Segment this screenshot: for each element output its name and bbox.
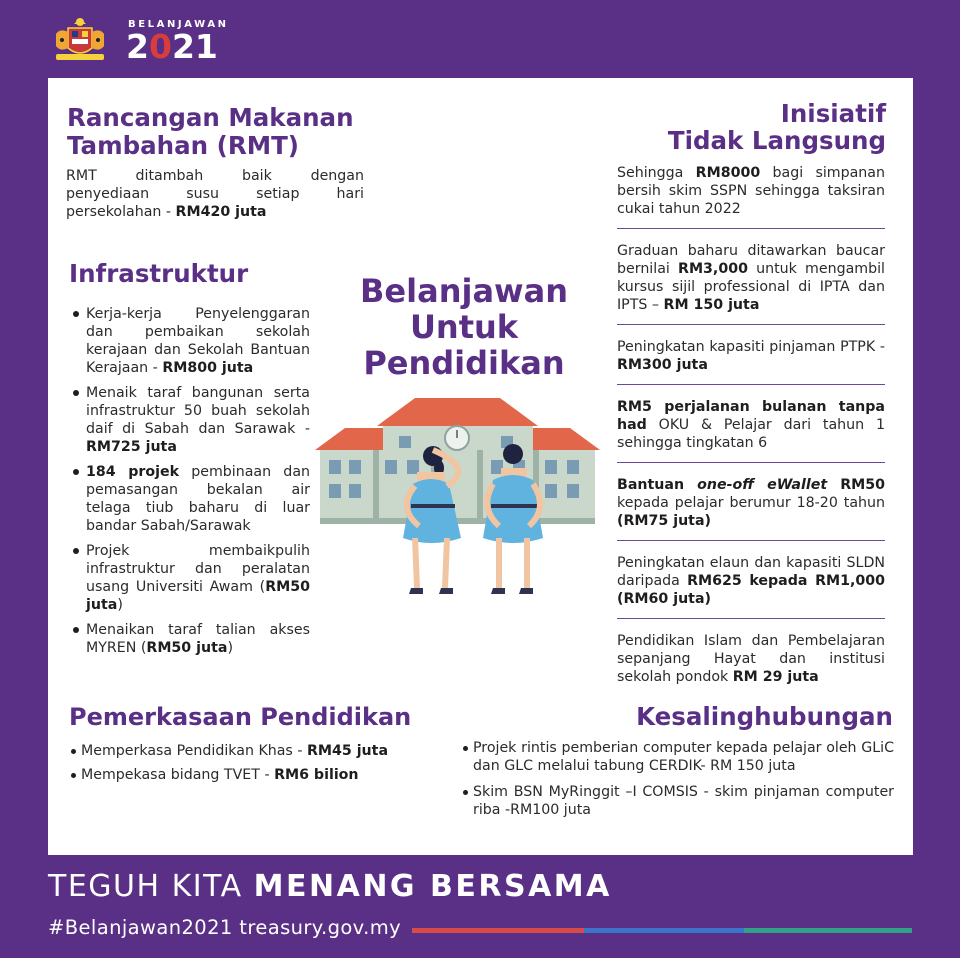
brand-year bbox=[126, 27, 218, 66]
amount: (RM75 juta) bbox=[617, 513, 712, 529]
list-item bbox=[70, 766, 430, 784]
list-item-amount: RM6 bilion bbox=[274, 767, 359, 783]
school-students-illustration bbox=[315, 388, 600, 623]
rmt-body bbox=[66, 167, 364, 221]
kesalinghubungan-list bbox=[462, 739, 894, 827]
rmt-title-line: Tambahan (RMT) bbox=[67, 131, 299, 160]
amount: RM300 juta bbox=[617, 357, 708, 373]
amount: RM50 bbox=[827, 477, 886, 493]
list-item-text: pembinaan dan pemasangan bekalan air telaga tiub baharu di luar bandar Sabah/Sarawak bbox=[86, 464, 311, 534]
list-item-text: ) bbox=[227, 640, 233, 656]
list-item bbox=[72, 384, 310, 456]
list-item-text: Kerja-kerja Penyelenggaran dan pembaikan sekolah kerajaan dan Sekolah Bantuan Kerajaan - bbox=[86, 306, 310, 376]
inisiatif-item-text bbox=[617, 632, 885, 686]
inisiatif-item bbox=[617, 552, 885, 619]
inisiatif-item bbox=[617, 240, 885, 325]
rmt-line bbox=[66, 203, 364, 221]
footer-tagline bbox=[48, 870, 612, 904]
inisiatif-item bbox=[617, 630, 885, 696]
amount: RM 29 juta bbox=[732, 669, 819, 685]
inisiatif-item-text bbox=[617, 476, 885, 530]
inisiatif-list bbox=[617, 162, 885, 707]
amount: RM 150 juta bbox=[663, 297, 760, 313]
footer-stripe-green bbox=[744, 928, 912, 933]
inisiatif-title bbox=[608, 100, 886, 154]
inisiatif-title-line: Tidak Langsung bbox=[667, 126, 886, 155]
header bbox=[0, 0, 960, 78]
tagline-light: TEGUH KITA bbox=[48, 869, 254, 904]
inisiatif-item-text bbox=[617, 242, 885, 314]
list-item-text: Memperkasa Pendidikan Khas - bbox=[81, 743, 307, 759]
list-item bbox=[72, 542, 310, 614]
inisiatif-item-text bbox=[617, 338, 885, 374]
amount-italic: one-off eWallet bbox=[697, 477, 828, 493]
list-item-text: Projek membaikpulih infrastruktur dan peralatan usang Universiti Awam ( bbox=[86, 543, 310, 595]
text-run: Peningkatan kapasiti pinjaman PTPK - bbox=[617, 339, 885, 355]
list-item-text: Menaik taraf bangunan serta infrastruktur 50 buah sekolah daif di Sabah dan Sarawak - bbox=[86, 385, 310, 437]
list-item-amount: RM45 juta bbox=[306, 743, 389, 759]
rmt-line: RMT ditambah baik dengan bbox=[66, 168, 364, 184]
list-item bbox=[72, 463, 310, 535]
center-title-line: Pendidikan bbox=[363, 344, 565, 382]
center-title bbox=[348, 273, 580, 381]
list-item bbox=[70, 742, 430, 760]
list-item-text: Menaikan taraf talian akses MYREN ( bbox=[86, 622, 310, 656]
text-run: Pendidikan Islam dan Pembelajaran sepanjang Hayat dan institusi sekolah pondok bbox=[617, 633, 885, 685]
rmt-title-line: Rancangan Makanan bbox=[67, 103, 354, 132]
list-item-amount: 184 projek bbox=[86, 464, 180, 480]
list-item-amount: RM50 juta bbox=[86, 579, 310, 613]
inisiatif-item bbox=[617, 474, 885, 541]
inisiatif-title-line: Inisiatif bbox=[780, 99, 886, 128]
list-item-text: Mempekasa bidang TVET - bbox=[81, 767, 275, 783]
rmt-line-text: persekolahan - bbox=[66, 204, 176, 220]
amount: RM5 perjalanan bulanan tanpa had bbox=[617, 399, 885, 433]
text-run: Peningkatan elaun dan kapasiti SLDN daripada bbox=[617, 555, 885, 589]
list-item bbox=[72, 621, 310, 657]
pemerkasaan-list bbox=[70, 742, 430, 790]
inisiatif-item bbox=[617, 336, 885, 385]
content-panel bbox=[48, 78, 913, 855]
inisiatif-item bbox=[617, 162, 885, 229]
malaysia-coat-of-arms-icon bbox=[48, 14, 112, 68]
amount: RM3,000 bbox=[678, 261, 748, 277]
footer-stripe-blue bbox=[584, 928, 744, 933]
text-run: Sehingga bbox=[617, 165, 696, 181]
brand-year-digits: 21 bbox=[171, 27, 218, 66]
inisiatif-item bbox=[617, 396, 885, 463]
rmt-title bbox=[67, 104, 387, 160]
inisiatif-item-text bbox=[617, 554, 885, 608]
tagline-bold: MENANG BERSAMA bbox=[253, 869, 612, 904]
text-run: kepada pelajar berumur 18-20 tahun bbox=[617, 495, 885, 511]
text-run: untuk mengambil kursus sijil professional di IPTA dan IPTS – bbox=[617, 261, 885, 313]
list-item: Skim BSN MyRinggit –I COMSIS - skim pinjaman computer riba -RM100 juta bbox=[462, 783, 894, 819]
amount: Bantuan bbox=[617, 477, 698, 493]
amount: RM625 kepada RM1,000 (RM60 juta) bbox=[617, 573, 885, 607]
rmt-line: penyediaan susu setiap hari bbox=[66, 186, 364, 202]
list-item-amount: RM800 juta bbox=[162, 360, 254, 376]
text-run: bagi simpanan bersih skim SSPN sehingga taksiran cukai tahun 2022 bbox=[617, 165, 885, 217]
list-item-amount: RM725 juta bbox=[86, 439, 177, 455]
footer-hashtag: #Belanjawan2021 treasury.gov.my bbox=[48, 916, 402, 939]
brand-year-digit-accent: 0 bbox=[148, 27, 172, 66]
infrastruktur-list bbox=[72, 305, 310, 664]
infrastruktur-title: Infrastruktur bbox=[69, 259, 249, 288]
text-run: Graduan baharu ditawarkan baucar bernilai bbox=[617, 243, 885, 277]
list-item-text: ) bbox=[117, 597, 123, 613]
text-run: OKU & Pelajar dari tahun 1 sehingga tingkatan 6 bbox=[617, 417, 885, 451]
brand-year-digit: 2 bbox=[126, 27, 149, 66]
footer-stripe-red bbox=[412, 928, 584, 933]
inisiatif-item-text bbox=[617, 398, 885, 452]
list-item: Projek rintis pemberian computer kepada pelajar oleh GLiC dan GLC melalui tabung CERDIK- RM 150 juta bbox=[462, 739, 894, 775]
list-item-amount: RM50 juta bbox=[146, 640, 228, 656]
amount: RM8000 bbox=[695, 165, 761, 181]
pemerkasaan-title: Pemerkasaan Pendidikan bbox=[69, 703, 412, 731]
kesalinghubungan-title: Kesalinghubungan bbox=[636, 702, 893, 731]
list-item bbox=[72, 305, 310, 377]
inisiatif-item-text bbox=[617, 164, 885, 218]
center-title-line: Belanjawan bbox=[360, 272, 568, 310]
center-title-line: Untuk bbox=[409, 308, 519, 346]
rmt-amount: RM420 juta bbox=[175, 204, 267, 220]
brand-label: BELANJAWAN bbox=[128, 19, 229, 30]
